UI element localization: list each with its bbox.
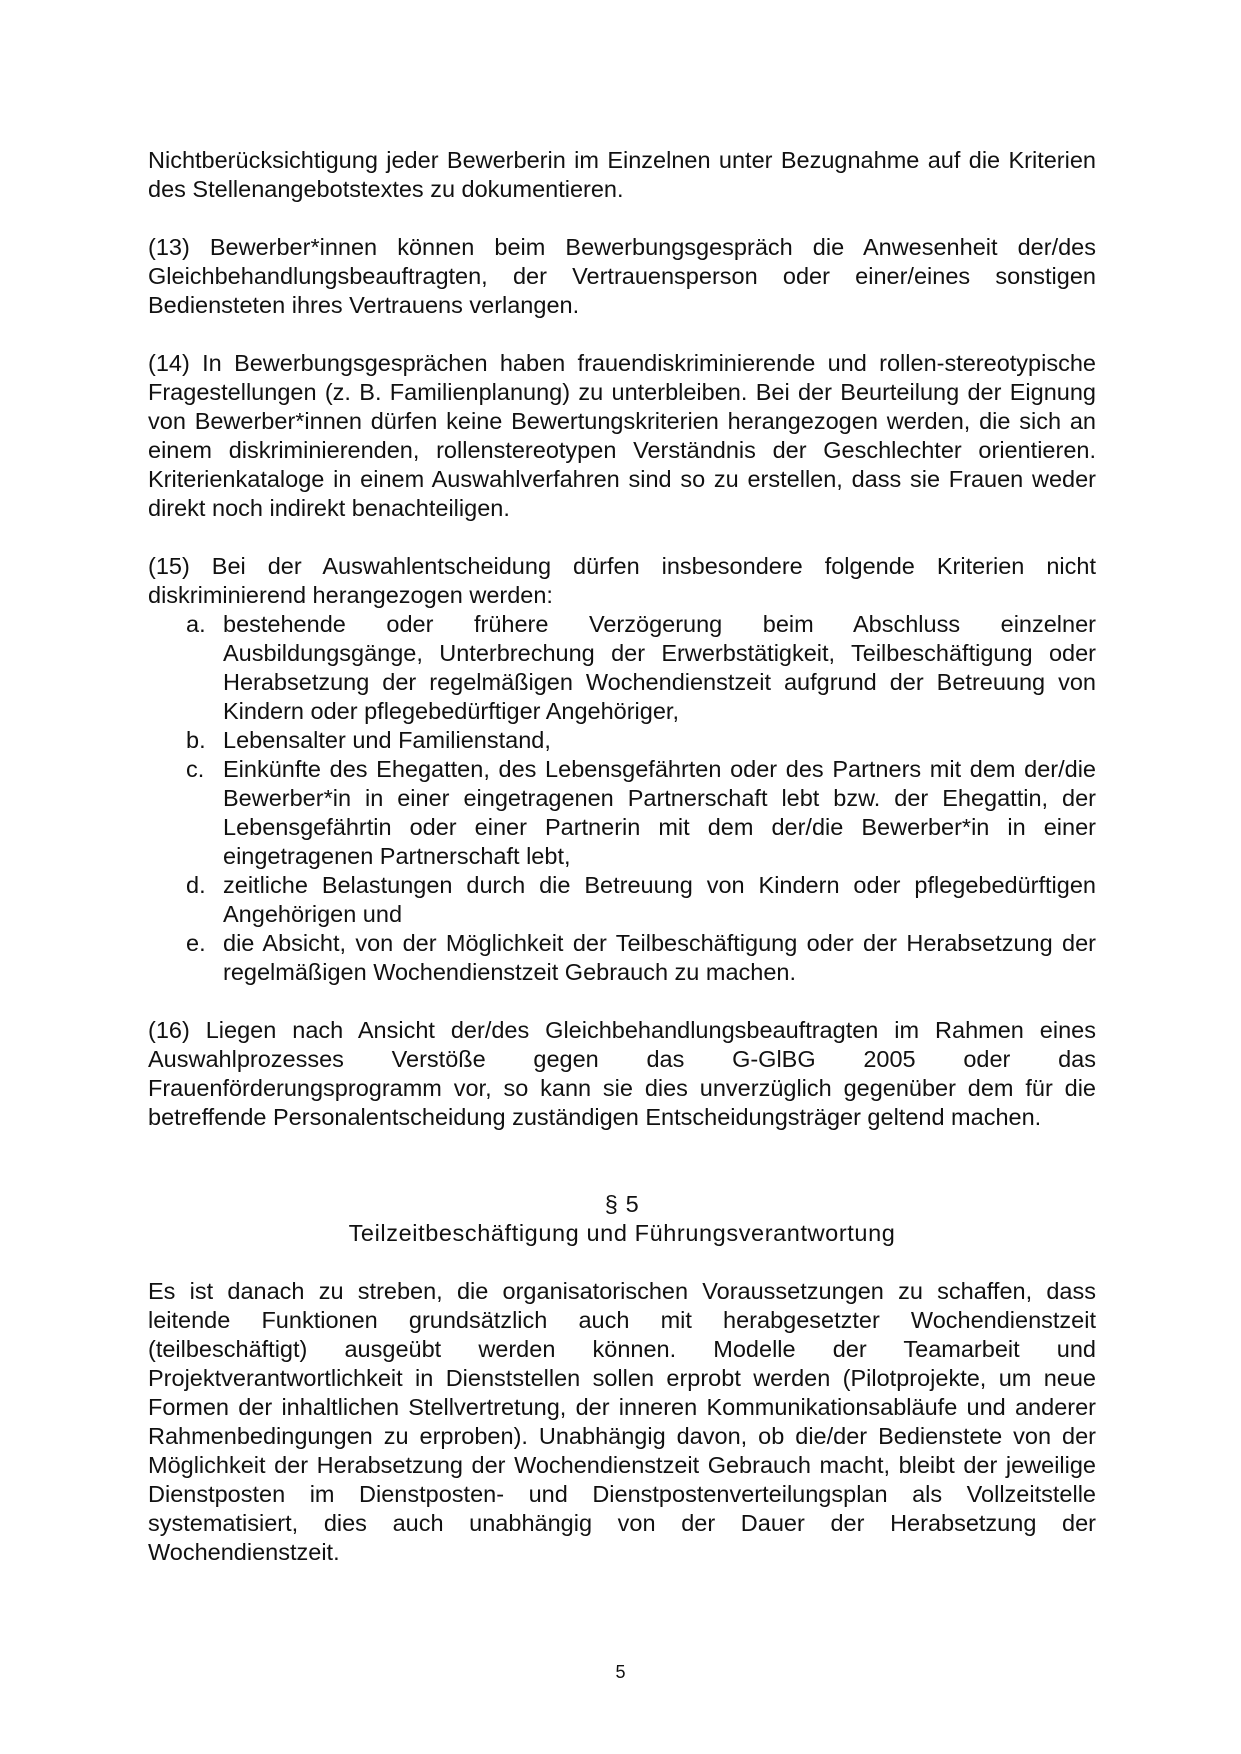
list-item [148,871,1096,929]
list-marker: d. [186,872,206,898]
list-item [148,755,1096,871]
list-marker: e. [186,930,206,956]
list-item-text: die Absicht, von der Möglichkeit der Teilbeschäftigung oder der Herabsetzung der regelmäßigen Wochendienstzeit Gebrauch zu machen. [223,930,1096,985]
paragraph-12-continuation: Nichtberücksichtigung jeder Bewerberin im Einzelnen unter Bezugnahme auf die Kriterien des Stellenangebotstextes zu dokumentieren. [148,147,1096,202]
paragraph-13: (13) Bewerber*innen können beim Bewerbungsgespräch die Anwesenheit der/des Gleichbehandlungsbeauftragten, der Vertrauensperson oder einer/eines sonstigen Bediensteten ihres Vertrauens verlangen. [148,234,1096,318]
paragraph-14: (14) In Bewerbungsgesprächen haben frauendiskriminierende und rollen-stereotypische Fragestellungen (z. B. Familienplanung) zu unterbleiben. Bei der Beurteilung der Eignung von Bewerber*innen dürfen keine Bewertungskriterien herangezogen werden, die sich an einem diskriminierenden, rollenstereotypen Verständnis der Geschlechter orientieren. Kriterienkataloge in einem Auswahlverfahren sind so zu erstellen, dass sie Frauen weder direkt noch indirekt benachteiligen. [148,350,1096,521]
section-body: Es ist danach zu streben, die organisatorischen Voraussetzungen zu schaffen, dass leitende Funktionen grundsätzlich auch mit herabgesetzter Wochendienstzeit (teilbeschäftigt) ausgeübt werden können. Modelle der Teamarbeit und Projektverantwortlichkeit in Dienststellen sollen erprobt werden (Pilotprojekte, um neue Formen der inhaltlichen Stellvertretung, der inneren Kommunikationsabläufe und anderer Rahmenbedingungen zu erproben). Unabhängig davon, ob die/der Bedienstete von der Möglichkeit der Herabsetzung der Wochendienstzeit Gebrauch macht, bleibt der jeweilige Dienstposten im Dienstposten- und Dienstpostenverteilungsplan als Vollzeitstelle systematisiert, dies auch unabhängig von der Dauer der Herabsetzung der Wochendienstzeit. [148,1278,1096,1565]
list-marker: b. [186,727,206,753]
document-page [148,146,1096,1567]
list-item [148,726,1096,755]
page-number: 5 [615,1662,626,1682]
section-title: Teilzeitbeschäftigung und Führungsverantwortung [348,1220,896,1246]
list-item-text: zeitliche Belastungen durch die Betreuung von Kindern oder pflegebedürftigen Angehörigen und [223,872,1096,927]
section-number: § 5 [604,1191,640,1217]
list-item-text: Einkünfte des Ehegatten, des Lebensgefährten oder des Partners mit dem der/die Bewerber*in in einer eingetragenen Partnerschaft lebt bzw. der Ehegattin, der Lebensgefährtin oder einer Partnerin mit dem der/die Bewerber*in in einer eingetragenen Partnerschaft lebt, [223,756,1096,869]
section-heading [148,1190,1096,1248]
criteria-list [148,610,1096,987]
list-marker: a. [186,611,206,637]
paragraph-15-intro: (15) Bei der Auswahlentscheidung dürfen insbesondere folgende Kriterien nicht diskriminierend herangezogen werden: [148,553,1096,608]
list-marker: c. [186,756,205,782]
paragraph-16: (16) Liegen nach Ansicht der/des Gleichbehandlungsbeauftragten im Rahmen eines Auswahlprozesses Verstöße gegen das G-GlBG 2005 oder das Frauenförderungsprogramm vor, so kann sie dies unverzüglich gegenüber dem für die betreffende Personalentscheidung zuständigen Entscheidungsträger geltend machen. [148,1017,1096,1130]
list-item [148,610,1096,726]
list-item-text: bestehende oder frühere Verzögerung beim Abschluss einzelner Ausbildungsgänge, Unterbrechung der Erwerbstätigkeit, Teilbeschäftigung oder Herabsetzung der regelmäßigen Wochendienstzeit aufgrund der Betreuung von Kindern oder pflegebedürftiger Angehöriger, [223,611,1096,724]
list-item-text: Lebensalter und Familienstand, [223,727,551,753]
list-item [148,929,1096,987]
